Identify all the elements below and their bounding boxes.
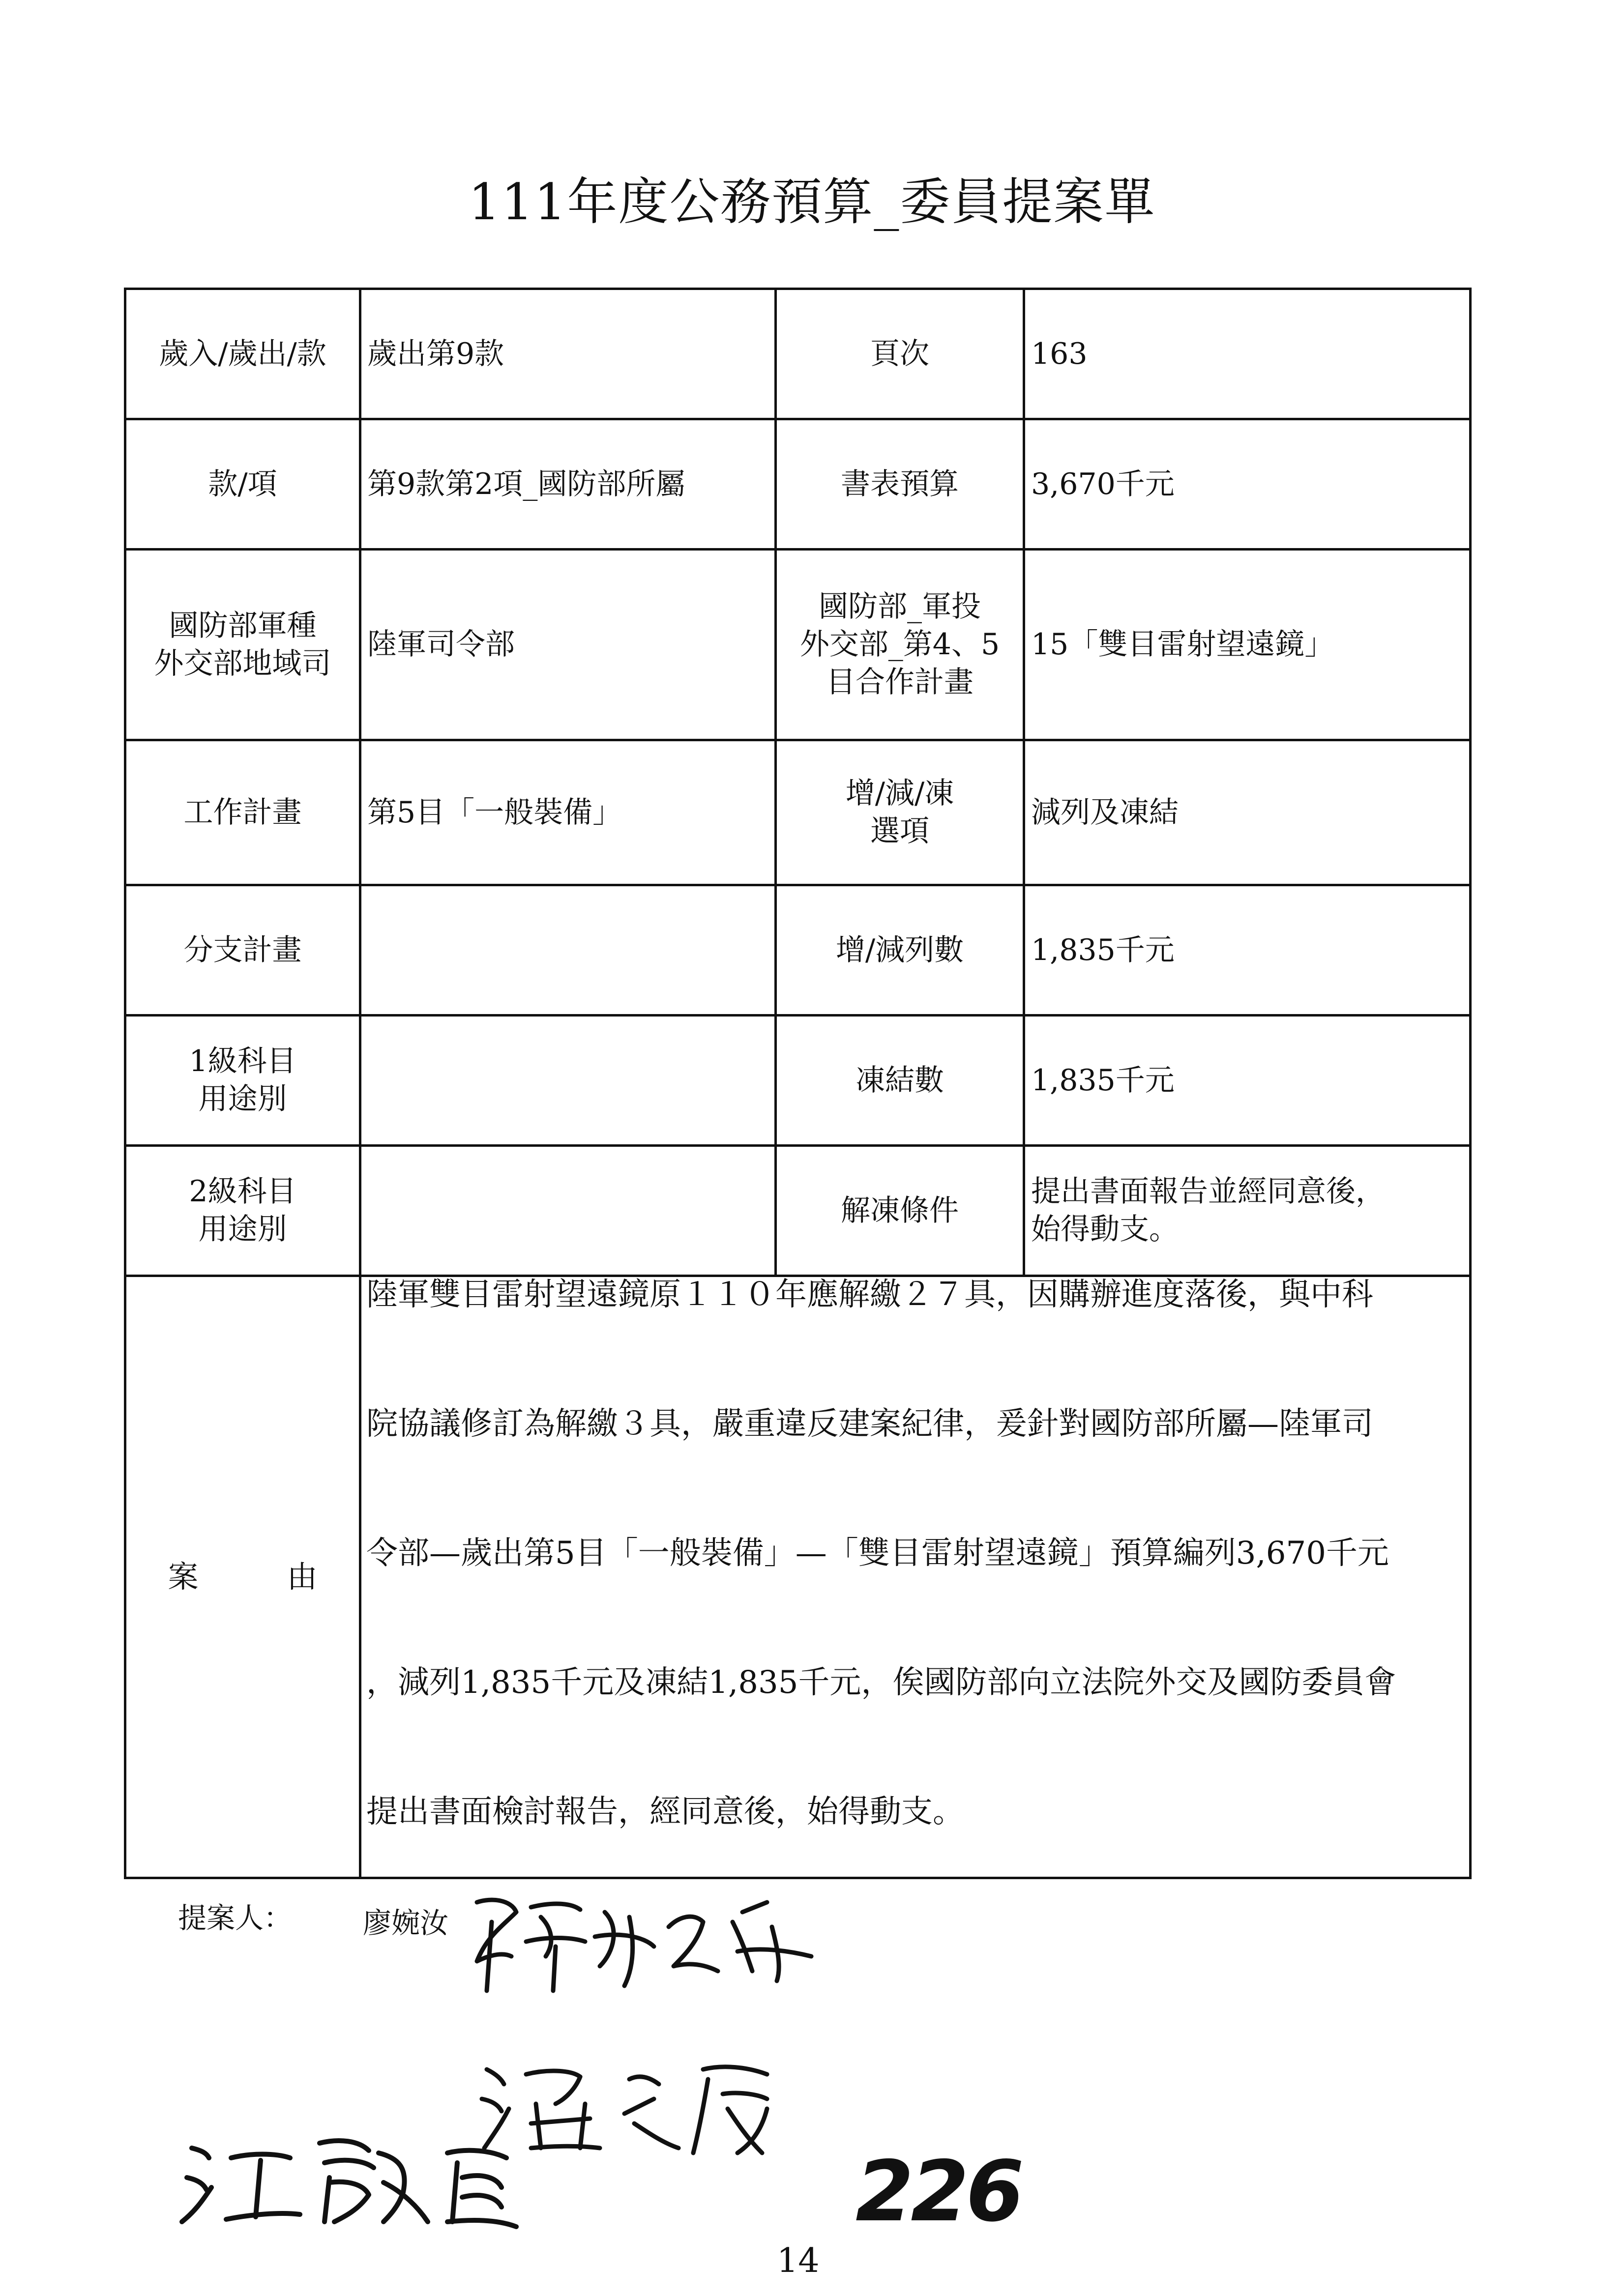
document-title: 111年度公務預算_委員提案單 [468, 173, 1156, 232]
label-plan-line-2: 外交部_第4、5 [799, 627, 1000, 662]
label-department [125, 550, 360, 740]
label-plan-line-3: 目合作計畫 [826, 665, 974, 699]
value-revenue-expense-account: 歲出第9款 [360, 289, 776, 419]
label-option [776, 740, 1024, 885]
handwritten-number: 226 [856, 2143, 1021, 2240]
label-revenue-expense-account: 歲入/歲出/款 [125, 289, 360, 419]
form-row-work-plan [125, 740, 1471, 885]
form-row-account [125, 289, 1471, 419]
label-frozen-amount: 凍結數 [776, 1016, 1024, 1146]
value-option: 減列及凍結 [1024, 740, 1471, 885]
label-level2-subject-line-1: 2級科目 [189, 1174, 296, 1209]
value-frozen-amount: 1,835千元 [1024, 1016, 1471, 1146]
label-department-line-1: 國防部軍種 [169, 608, 317, 643]
label-reason-char-1: 案 [168, 1559, 199, 1595]
label-level1-subject-line-2: 用途別 [198, 1082, 287, 1116]
form-row-reason [125, 1276, 1471, 1878]
label-option-line-1: 增/減/凍 [845, 776, 954, 811]
form-row-level1-subject [125, 1016, 1471, 1146]
value-reduction-amount: 1,835千元 [1024, 885, 1471, 1016]
value-unfreeze-condition-line-2: 始得動支。 [1031, 1212, 1179, 1247]
label-budget: 書表預算 [776, 419, 1024, 550]
reason-line: ，減列1,835千元及凍結1,835千元，俟國防部向立法院外交及國防委員會 [366, 1664, 1396, 1701]
value-page: 163 [1024, 289, 1471, 419]
label-level2-subject-line-2: 用途別 [198, 1212, 287, 1247]
label-level2-subject [125, 1146, 360, 1276]
label-reason [125, 1276, 360, 1878]
value-sub-plan [360, 885, 776, 1016]
label-plan [776, 550, 1024, 740]
label-work-plan: 工作計畫 [125, 740, 360, 885]
label-unfreeze-condition: 解凍條件 [776, 1146, 1024, 1276]
value-unfreeze-condition-line-1: 提出書面報告並經同意後， [1031, 1174, 1385, 1209]
value-budget: 3,670千元 [1024, 419, 1471, 550]
reason-line: 提出書面檢討報告，經同意後，始得動支。 [366, 1794, 964, 1830]
label-reduction-amount: 增/減列數 [776, 885, 1024, 1016]
label-page: 頁次 [776, 289, 1024, 419]
reason-text [360, 1276, 1471, 1878]
value-level1-subject [360, 1016, 776, 1146]
proposer-name: 廖婉汝 [363, 1906, 449, 1940]
label-reason-char-2: 由 [287, 1559, 318, 1595]
label-department-line-2: 外交部地域司 [154, 646, 331, 681]
reason-line: 陸軍雙目雷射望遠鏡原１１０年應解繳２７具，因購辦進度落後，與中科 [366, 1277, 1373, 1313]
form-row-sub-plan [125, 885, 1471, 1016]
form-row-item [125, 419, 1471, 550]
label-plan-line-1: 國防部_軍投 [819, 589, 981, 624]
handwritten-signature-3 [172, 2123, 526, 2237]
proposal-form-table [124, 288, 1472, 1879]
label-option-line-2: 選項 [870, 814, 929, 848]
label-account-item: 款/項 [125, 419, 360, 550]
value-work-plan: 第5目「一般裝備」 [360, 740, 776, 885]
reason-line: 令部—歲出第5目「一般裝備」—「雙目雷射望遠鏡」預算編列3,670千元 [366, 1535, 1389, 1571]
reason-line: 院協議修訂為解繳３具，嚴重違反建案紀律，爰針對國防部所屬—陸軍司 [366, 1406, 1373, 1442]
form-row-department [125, 550, 1471, 740]
value-plan: 15「雙目雷射望遠鏡」 [1024, 550, 1471, 740]
value-account-item: 第9款第2項_國防部所屬 [360, 419, 776, 550]
page-number: 14 [777, 2241, 820, 2280]
value-department: 陸軍司令部 [360, 550, 776, 740]
label-level1-subject [125, 1016, 360, 1146]
handwritten-signature-1 [457, 1883, 831, 2010]
label-level1-subject-line-1: 1級科目 [189, 1044, 296, 1079]
label-sub-plan: 分支計畫 [125, 885, 360, 1016]
proposer-label: 提案人： [178, 1901, 293, 1935]
